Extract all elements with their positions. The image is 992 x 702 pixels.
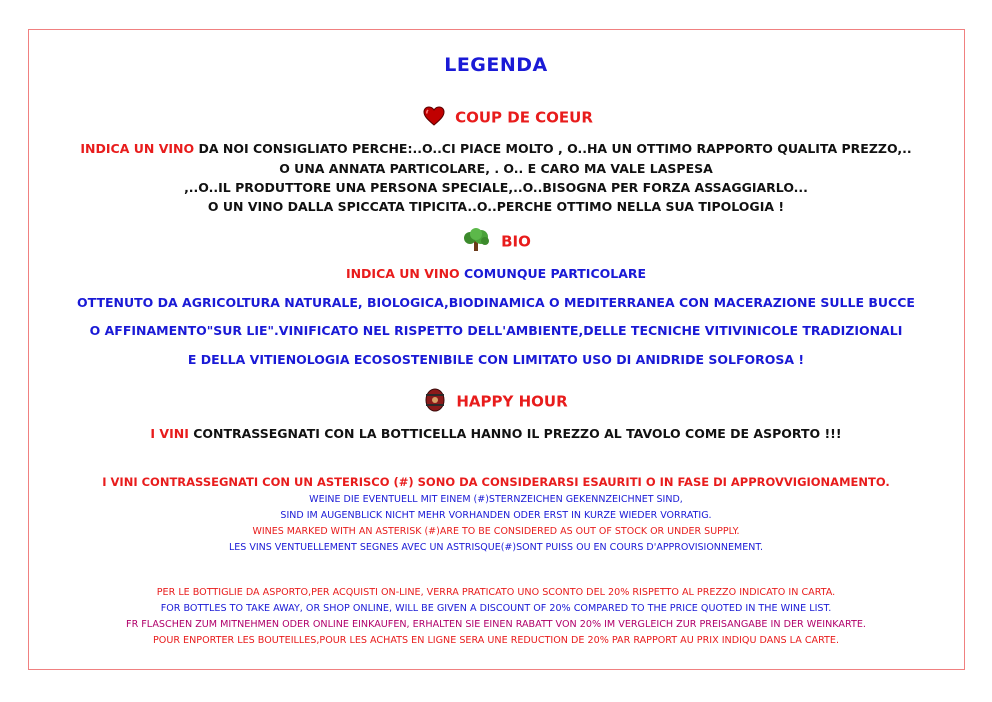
- happy-heading-row: [0, 388, 992, 416]
- discount-note-it: PER LE BOTTIGLIE DA ASPORTO,PER ACQUISTI ON-LINE, VERRA PRATICATO UNO SCONTO DEL 20% RISPETTO AL PREZZO INDICATO IN CARTA.: [156, 587, 836, 598]
- heart-icon: [423, 106, 445, 130]
- bio-line-3: O AFFINAMENTO"SUR LIE".VINIFICATO NEL RISPETTO DELL'AMBIENTE,DELLE TECNICHE VITIVINICOLE TRADIZIONALI: [89, 323, 903, 338]
- coup-line-1-rest: DA NOI CONSIGLIATO PERCHE:..O..CI PIACE MOLTO , O..HA UN OTTIMO RAPPORTO QUALITA PREZZO,..: [194, 141, 912, 156]
- bio-line-2: OTTENUTO DA AGRICOLTURA NATURALE, BIOLOGICA,BIODINAMICA O MEDITERRANEA CON MACERAZIONE SULLE BUCCE: [77, 295, 915, 310]
- coup-line-2: O UNA ANNATA PARTICOLARE, . O.. E CARO MA VALE LASPESA: [279, 161, 713, 176]
- asterisk-note-it: I VINI CONTRASSEGNATI CON UN ASTERISCO (#) SONO DA CONSIDERARSI ESAURITI O IN FASE DI APPROVVIGIONAMENTO.: [102, 475, 890, 489]
- coup-heading: COUP DE COEUR: [455, 108, 593, 127]
- asterisk-note-de-1: WEINE DIE EVENTUELL MIT EINEM (#)STERNZEICHEN GEKENNZEICHNET SIND,: [309, 494, 683, 505]
- bio-heading-row: [0, 228, 992, 256]
- discount-note-de: FR FLASCHEN ZUM MITNEHMEN ODER ONLINE EINKAUFEN, ERHALTEN SIE EINEN RABATT VON 20% IM VERGLEICH ZUR PREISANGABE IN DER WEINKARTE.: [126, 619, 866, 630]
- happy-line-1: [0, 426, 992, 441]
- page-title: LEGENDA: [444, 54, 548, 76]
- discount-note-fr: POUR ENPORTER LES BOUTEILLES,POUR LES ACHATS EN LIGNE SERA UNE REDUCTION DE 20% PAR RAPPORT AU PRIX INDIQU DANS LA CARTE.: [152, 635, 840, 646]
- bio-line-1-rest: COMUNQUE PARTICOLARE: [459, 266, 647, 281]
- discount-note-en: FOR BOTTLES TO TAKE AWAY, OR SHOP ONLINE, WILL BE GIVEN A DISCOUNT OF 20% COMPARED TO THE PRICE QUOTED IN THE WINE LIST.: [160, 603, 832, 614]
- bio-heading: BIO: [501, 232, 531, 251]
- asterisk-note-de-2: SIND IM AUGENBLICK NICHT MEHR VORHANDEN ODER ERST IN KURZE WIEDER VORRATIG.: [280, 510, 712, 521]
- asterisk-note-en: WINES MARKED WITH AN ASTERISK (#)ARE TO BE CONSIDERED AS OUT OF STOCK OR UNDER SUPPLY.: [252, 526, 740, 537]
- coup-line-1-lead: INDICA UN VINO: [80, 141, 195, 156]
- happy-line-1-rest: CONTRASSEGNATI CON LA BOTTICELLA HANNO IL PREZZO AL TAVOLO COME DE ASPORTO !!!: [188, 426, 842, 441]
- asterisk-note-fr: LES VINS VENTUELLEMENT SEGNES AVEC UN ASTRISQUE(#)SONT PUISS OU EN COURS D'APPROVISIONNEMENT.: [228, 542, 764, 553]
- coup-line-4: O UN VINO DALLA SPICCATA TIPICITA..O..PERCHE OTTIMO NELLA SUA TIPOLOGIA !: [207, 199, 785, 214]
- bio-line-4: E DELLA VITIENOLOGIA ECOSOSTENIBILE CON LIMITATO USO DI ANIDRIDE SOLFOROSA !: [187, 352, 805, 367]
- coup-line-1: [0, 141, 992, 156]
- coup-heading-row: [0, 106, 992, 130]
- barrel-icon: [424, 388, 446, 416]
- happy-heading: HAPPY HOUR: [456, 392, 568, 411]
- bio-line-1-lead: INDICA UN VINO: [345, 266, 460, 281]
- coup-line-3: ,..O..IL PRODUTTORE UNA PERSONA SPECIALE,..O..BISOGNA PER FORZA ASSAGGIARLO...: [184, 180, 808, 195]
- happy-line-1-lead: I VINI: [150, 426, 189, 441]
- bio-line-1: [0, 266, 992, 281]
- tree-icon: [461, 228, 491, 256]
